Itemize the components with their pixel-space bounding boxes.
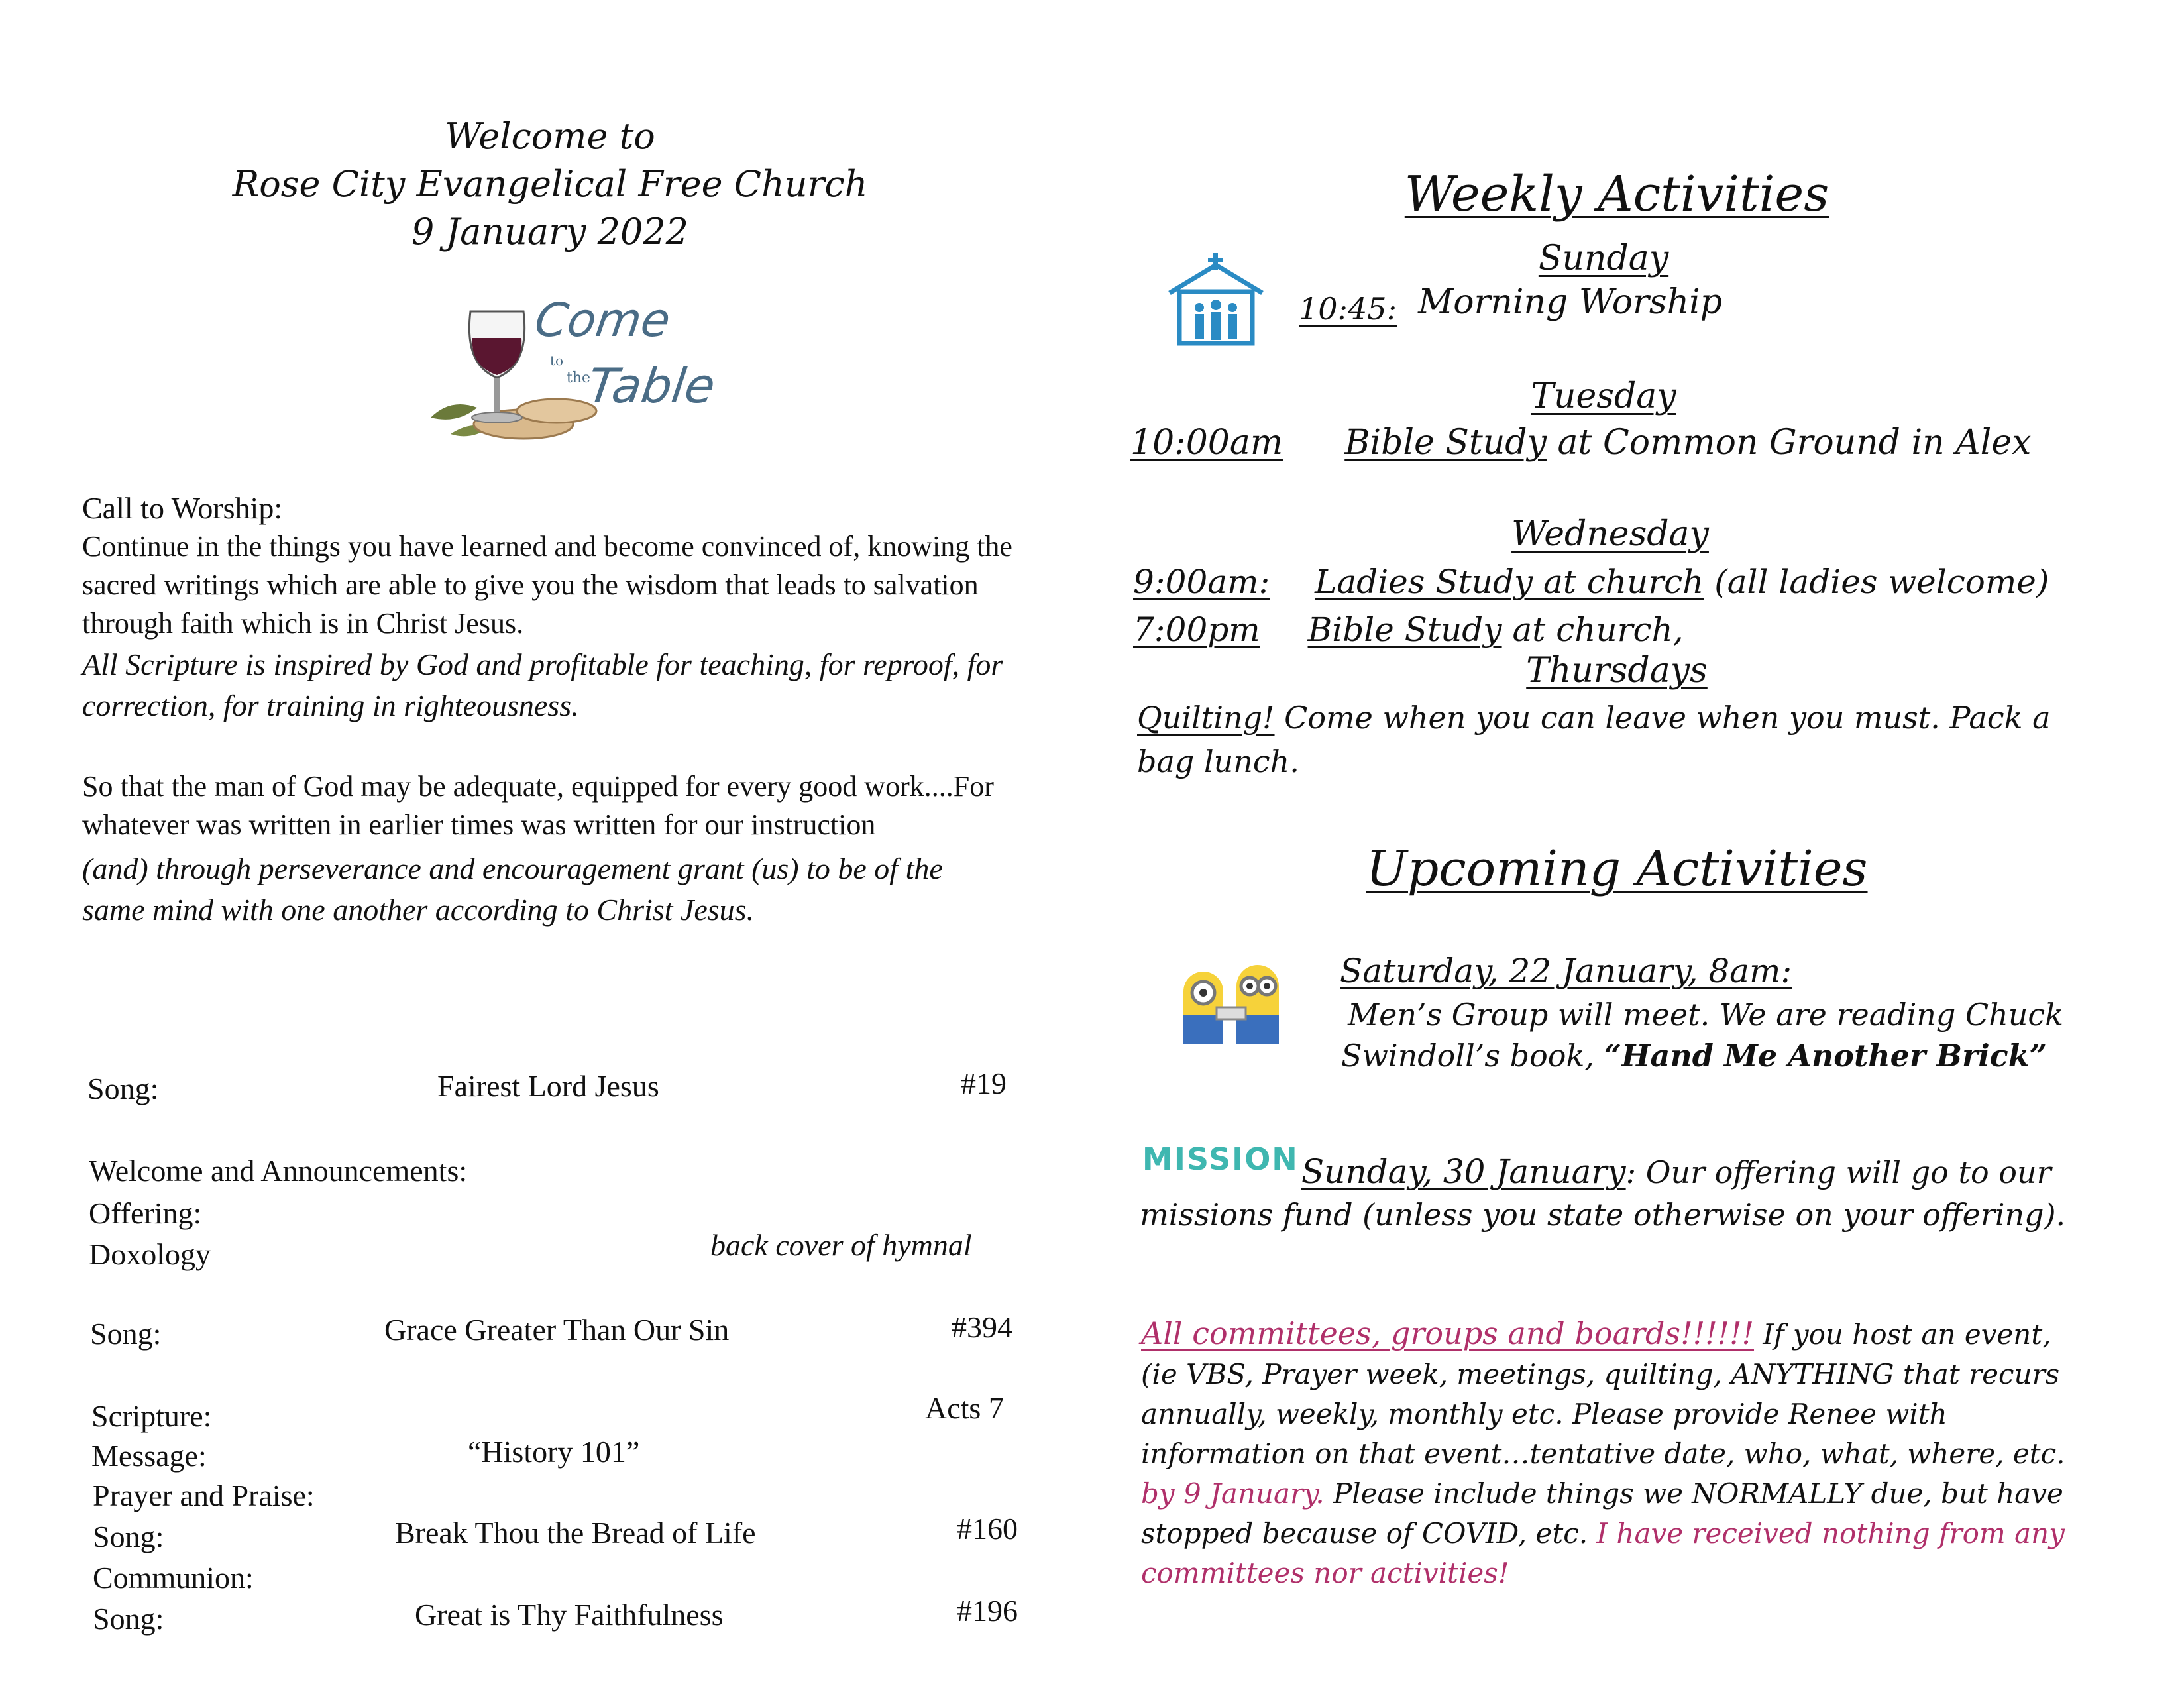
mens-group-line-2-text: Swindoll’s book, (1341, 1038, 1604, 1074)
mens-group-date: Saturday, 22 January, 8am: (1340, 952, 1792, 990)
mens-group-line-1: Men’s Group will meet. We are reading Chuck (1348, 997, 2064, 1033)
notice-body: If you host an event, (ie VBS, Prayer week, meetings, quilting, ANYTHING that recurs annually, weekly, monthly etc. Please provide Renee with information on that event…tentative date, who, what, where, etc. (1141, 1318, 2065, 1470)
song-1-number: #19 (961, 1066, 1007, 1100)
song-3-title: Break Thou the Bread of Life (395, 1516, 756, 1549)
song-4-title: Great is Thy Faithfulness (415, 1598, 724, 1632)
wednesday-event-2-rest: at church, (1502, 610, 1684, 649)
tuesday-event-rest: at Common Ground in Alex (1546, 423, 2032, 463)
weekly-activities-heading: Weekly Activities (1404, 166, 1829, 223)
message-label: Message: (91, 1439, 207, 1473)
notice-deadline: by 9 January. (1141, 1477, 1325, 1510)
sunday-time: 10:45: (1299, 291, 1397, 327)
wednesday-time-1: 9:00am: (1133, 563, 1270, 601)
wednesday-row-1 (1133, 561, 2140, 603)
tuesday-time: 10:00am (1130, 423, 1283, 463)
offering-label: Offering: (89, 1196, 202, 1230)
wednesday-event-1-underlined: Ladies Study at church (1315, 563, 1704, 601)
church-name: Rose City Evangelical Free Church (232, 163, 868, 205)
call-to-worship-paragraph-1: Continue in the things you have learned and become convinced of, knowing the sacred writings which are able to give you the wisdom that leads to salvation through faith which is in Christ Jesus. (82, 530, 1012, 640)
come-to-the-table-logo (424, 292, 722, 451)
mission-body: : Our offering will go to our missions fund (unless you state otherwise on your offering). (1140, 1154, 2066, 1233)
notice-lead: All committees, groups and boards!!!!!! (1141, 1316, 1755, 1351)
song-1-label: Song: (87, 1072, 159, 1105)
thursdays-heading: Thursdays (1526, 651, 1708, 691)
tuesday-heading: Tuesday (1531, 376, 1676, 416)
thursdays-body: Come when you can leave when you must. Pack a bag lunch. (1137, 700, 2051, 779)
song-2-number: #394 (952, 1310, 1012, 1344)
song-1-title: Fairest Lord Jesus (437, 1069, 659, 1103)
communion-label: Communion: (93, 1561, 254, 1595)
logo-word-table: Table (584, 358, 719, 414)
song-3-label: Song: (93, 1520, 164, 1553)
logo-word-to: to (550, 353, 564, 368)
tuesday-event-underlined: Bible Study (1344, 423, 1547, 463)
logo-word-the: the (567, 370, 591, 386)
song-2-label: Song: (90, 1317, 162, 1351)
song-3-number: #160 (957, 1512, 1018, 1546)
church-family-icon (1166, 253, 1266, 346)
sunday-event: Morning Worship (1418, 282, 1723, 322)
doxology-label: Doxology (89, 1237, 211, 1271)
mission-text (1140, 1151, 2081, 1236)
tuesday-row (1130, 422, 2124, 464)
wednesday-heading: Wednesday (1511, 514, 1709, 554)
minions-icon (1164, 952, 1303, 1064)
call-to-worship-paragraph-2: So that the man of God may be adequate, equipped for every good work....For whatever was written in earlier times was written for our instruction (82, 770, 994, 841)
notice-end: I have received nothing from any committees nor activities! (1141, 1517, 2065, 1589)
committees-notice (1141, 1314, 2089, 1593)
call-to-worship (82, 489, 1036, 930)
welcome-line: Welcome to (445, 115, 655, 157)
thursdays-text (1137, 696, 2091, 783)
logo-word-come: Come (531, 293, 674, 347)
wednesday-event-2-underlined: Bible Study (1307, 610, 1502, 649)
sunday-heading: Sunday (1538, 239, 1669, 278)
welcome-announcements: Welcome and Announcements: (89, 1154, 468, 1188)
message-title: “History 101” (468, 1435, 640, 1469)
call-to-worship-italic-2: (and) through perseverance and encouragement grant (us) to be of the same mind with one another according to Christ Jesus. (82, 852, 943, 927)
prayer-and-praise: Prayer and Praise: (93, 1479, 315, 1512)
doxology-note: back cover of hymnal (710, 1228, 972, 1262)
song-4-label: Song: (93, 1602, 164, 1636)
call-to-worship-italic-1: All Scripture is inspired by God and profitable for teaching, for reproof, for correction, for training in righteousness. (82, 647, 1003, 722)
bulletin-date: 9 January 2022 (411, 211, 689, 253)
mens-group-book-title: “Hand Me Another Brick” (1604, 1038, 2048, 1074)
notice-body-2: Please include things we NORMALLY due, but have stopped because of COVID, etc. (1141, 1477, 2063, 1549)
mens-group-line-2 (1341, 1038, 2047, 1074)
song-4-number: #196 (957, 1594, 1018, 1628)
mission-date: Sunday, 30 January (1301, 1152, 1626, 1191)
upcoming-activities-heading: Upcoming Activities (1366, 840, 1868, 897)
scripture-reference: Acts 7 (925, 1391, 1004, 1425)
song-2-title: Grace Greater Than Our Sin (384, 1313, 730, 1347)
wednesday-row-2 (1133, 608, 1994, 651)
scripture-label: Scripture: (91, 1399, 212, 1433)
welcome-header (199, 113, 901, 256)
mission-badge: MISSION (1142, 1141, 1299, 1177)
wednesday-time-2: 7:00pm (1133, 610, 1260, 649)
call-to-worship-heading: Call to Worship: (82, 491, 283, 525)
thursdays-lead: Quilting! (1137, 700, 1275, 736)
wednesday-event-1-rest: (all ladies welcome) (1704, 563, 2049, 601)
